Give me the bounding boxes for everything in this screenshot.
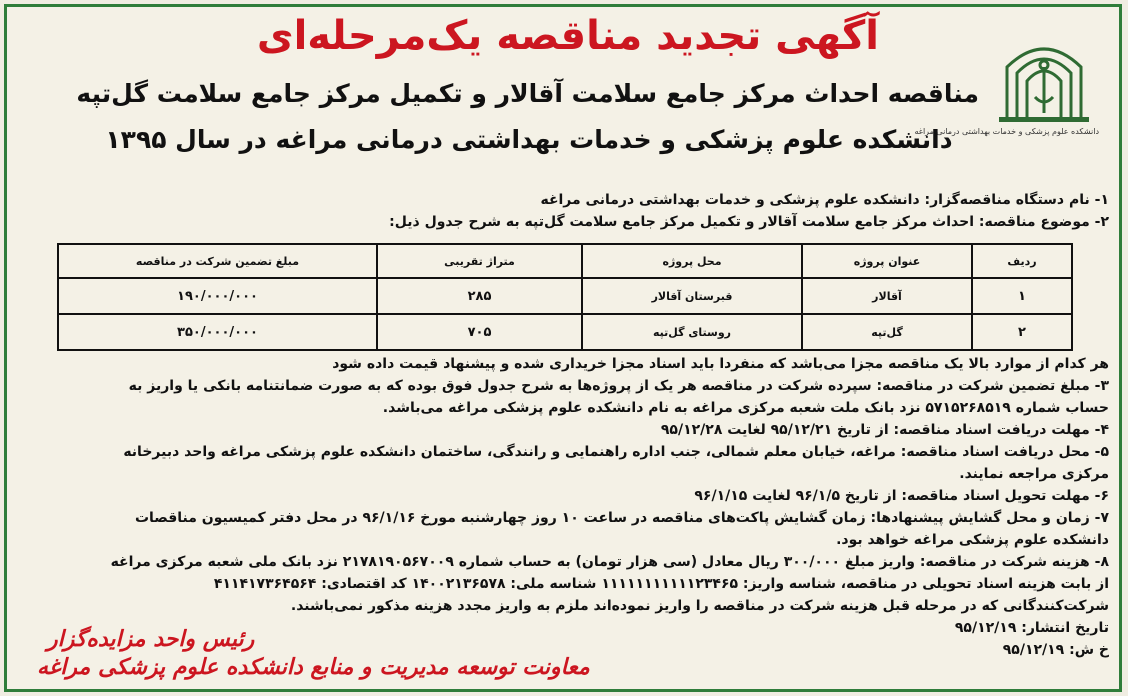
cell-guarantee-amount: ۳۵۰/۰۰۰/۰۰۰ bbox=[58, 314, 377, 350]
item-payment-ids: از بابت هزینه اسناد تحویلی در مناقصه، شناسه واریز: ۱۱۱۱۱۱۱۱۱۱۱۲۳۴۶۵ شناسه ملی: ۱۴۰۰۲۱۳۶۵۷۸ کد اقتصادی: ۴۱۱۴۱۷۳۶۴۵۶۴ bbox=[213, 576, 1109, 592]
item-participation-fee: ۸- هزینه شرکت در مناقصه: واریز مبلغ ۳۰۰/۰۰۰ ریال معادل (سی هزار تومان) به حساب شماره ۲۱۷۸۱۹۰۵۶۷۰۰۹ نزد بانک ملی شعبه مرکزی مراغه bbox=[110, 554, 1109, 570]
university-emblem-icon bbox=[989, 27, 1099, 127]
item-guarantee-account: حساب شماره ۵۷۱۵۲۶۸۵۱۹ نزد بانک ملت شعبه مرکزی مراغه به نام دانشکده علوم پزشکی مراغه می‌باشد. bbox=[382, 400, 1109, 416]
ref-date: خ ش: ۹۵/۱۲/۱۹ bbox=[1002, 642, 1109, 658]
notice-subtitle: مناقصه احداث مرکز جامع سلامت آقالار و تکمیل مرکز جامع سلامت گل‌تپه bbox=[76, 79, 979, 108]
item-guarantee: ۳- مبلغ تضمین شرکت در مناقصه: سپرده شرکت در مناقصه هر یک از پروژه‌ها به شرح جدول فوق بوده که به صورت ضمانتنامه بانکی یا واریز به bbox=[128, 378, 1109, 394]
previous-participants-note: شرکت‌کنندگانی که در مرحله قبل هزینه شرکت در مناقصه را واریز نموده‌اند ملزم به واریز مجدد هزینه مذکور نمی‌باشند. bbox=[290, 598, 1109, 614]
cell-guarantee-amount: ۱۹۰/۰۰۰/۰۰۰ bbox=[58, 278, 377, 314]
logo-caption: دانشکده علوم پزشکی و خدمات بهداشتی درمانی مراغه bbox=[914, 127, 1099, 136]
cell-project-location: قبرستان آقالار bbox=[582, 278, 802, 314]
item-document-location-cont: مرکزی مراجعه نمایند. bbox=[959, 466, 1109, 482]
col-header-project-location: محل پروژه bbox=[582, 244, 802, 278]
cell-project-title: آقالار bbox=[802, 278, 972, 314]
item-document-location: ۵- محل دریافت اسناد مناقصه: مراغه، خیابان معلم شمالی، جنب اداره راهنمایی و رانندگی، ساختمان دانشکده علوم پزشکی مراغه واحد دبیرخانه bbox=[123, 444, 1109, 460]
col-header-guarantee-amount: مبلغ تضمین شرکت در مناقصه bbox=[58, 244, 377, 278]
notice-title: آگهی تجدید مناقصه یک‌مرحله‌ای bbox=[256, 13, 879, 59]
publish-date: تاریخ انتشار: ۹۵/۱۲/۱۹ bbox=[954, 620, 1109, 636]
item-subject: ۲- موضوع مناقصه: احداث مرکز جامع سلامت آقالار و تکمیل مرکز جامع سلامت گل‌تپه به شرح جدول ذیل: bbox=[389, 214, 1109, 230]
notice-subtitle-year: دانشکده علوم پزشکی و خدمات بهداشتی درمانی مراغه در سال ۱۳۹۵ bbox=[105, 125, 953, 154]
table-row bbox=[58, 314, 1072, 350]
cell-row-number: ۲ bbox=[972, 314, 1072, 350]
cell-area: ۷۰۵ bbox=[377, 314, 582, 350]
item-submission-deadline: ۶- مهلت تحویل اسناد مناقصه: از تاریخ ۹۶/۱/۵ لغایت ۹۶/۱/۱۵ bbox=[694, 488, 1109, 504]
cell-project-location: روستای گل‌تپه bbox=[582, 314, 802, 350]
item-opening-time-cont: دانشکده علوم پزشکی مراغه خواهد بود. bbox=[836, 532, 1109, 548]
table-header-row bbox=[58, 244, 1072, 278]
item-opening-time: ۷- زمان و محل گشایش پیشنهادها: زمان گشایش پاکت‌های مناقصه در ساعت ۱۰ روز چهارشنبه مورخ ۹۶/۱/۱۶ در محل دفتر کمیسیون مناقصات bbox=[134, 510, 1109, 526]
col-header-project-title: عنوان پروژه bbox=[802, 244, 972, 278]
signature-title: رئیس واحد مزایده‌گزار bbox=[47, 627, 255, 652]
cell-project-title: گل‌تپه bbox=[802, 314, 972, 350]
col-header-row-number: ردیف bbox=[972, 244, 1072, 278]
signature-organization: معاونت توسعه مدیریت و منابع دانشکده علوم پزشکی مراغه bbox=[37, 655, 590, 680]
item-document-deadline: ۴- مهلت دریافت اسناد مناقصه: از تاریخ ۹۵/۱۲/۲۱ لغایت ۹۵/۱۲/۲۸ bbox=[660, 422, 1109, 438]
logo bbox=[914, 27, 1099, 147]
col-header-area: متراژ تقریبی bbox=[377, 244, 582, 278]
cell-row-number: ۱ bbox=[972, 278, 1072, 314]
cell-area: ۲۸۵ bbox=[377, 278, 582, 314]
item-organizer: ۱- نام دستگاه مناقصه‌گزار: دانشکده علوم پزشکی و خدمات بهداشتی درمانی مراغه bbox=[540, 192, 1109, 208]
table-row bbox=[58, 278, 1072, 314]
separate-tender-note: هر کدام از موارد بالا یک مناقصه مجزا می‌باشد که منفردا باید اسناد مجزا خریداری شده و پیشنهاد قیمت داده شود bbox=[332, 356, 1109, 372]
tender-notice bbox=[4, 4, 1122, 692]
projects-table bbox=[57, 243, 1073, 351]
